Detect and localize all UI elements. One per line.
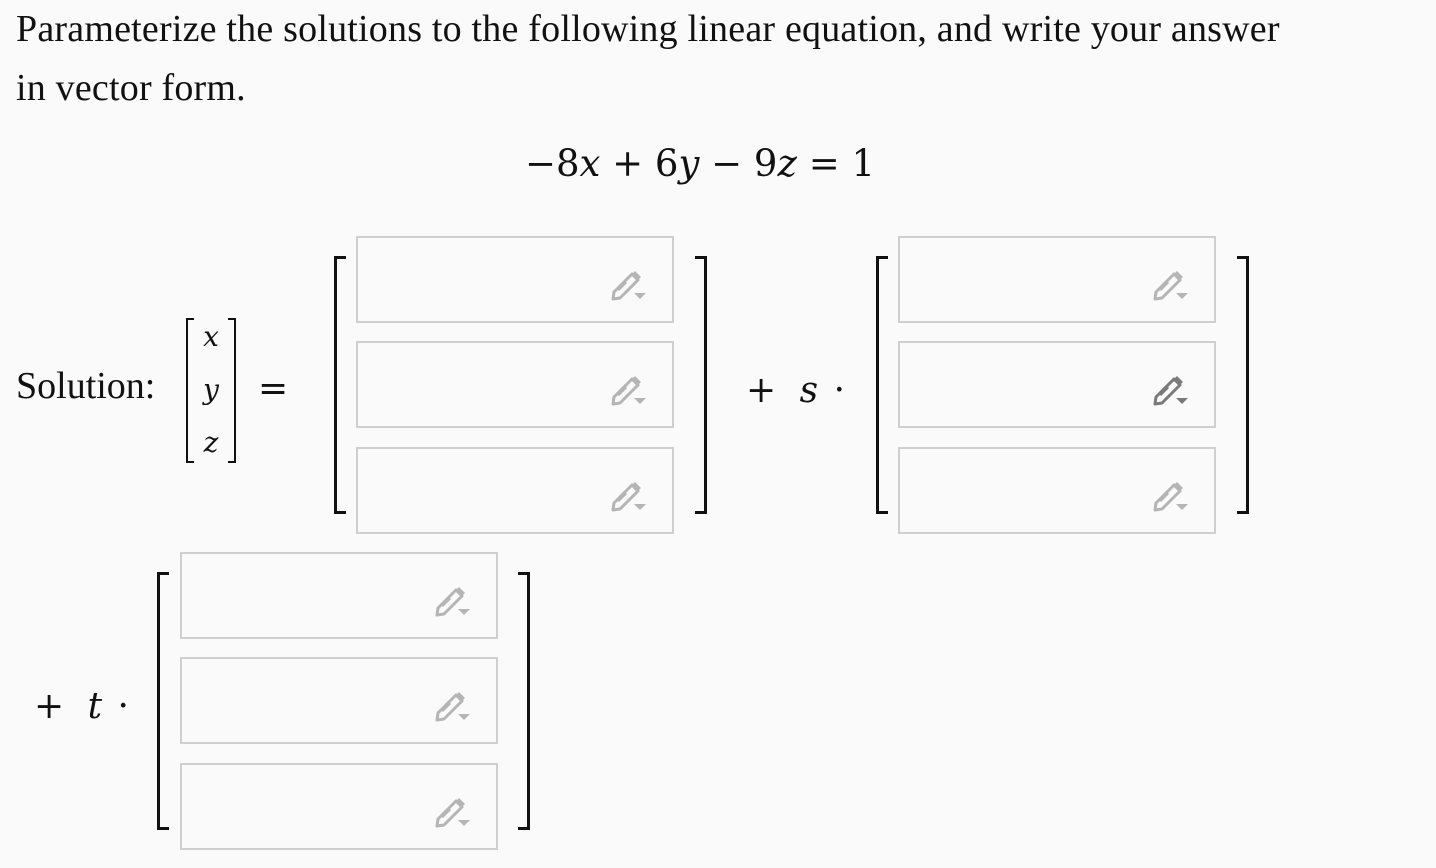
constant-vector-left-bracket <box>334 256 346 514</box>
s-vector-entry-3[interactable] <box>898 447 1216 534</box>
multiply-dot: · <box>833 370 846 411</box>
pencil-dropdown-icon[interactable] <box>610 266 652 302</box>
t-vector-entry-2[interactable] <box>180 657 498 744</box>
constant-vector-right-bracket <box>695 256 707 514</box>
multiply-dot: · <box>117 686 129 727</box>
equation-var-y: y <box>678 142 700 185</box>
prompt-line-2: in vector form. <box>16 67 246 109</box>
variable-y: y <box>203 373 219 406</box>
variable-vector <box>186 318 236 463</box>
plus-sign: + <box>34 686 65 727</box>
plus-s-term <box>746 370 845 411</box>
variable-z: z <box>203 426 219 459</box>
t-vector-entry-3[interactable] <box>180 763 498 850</box>
equation-rhs: = 1 <box>796 142 876 185</box>
s-vector-right-bracket <box>1237 256 1249 514</box>
equation-coef-x: −8 <box>524 142 580 185</box>
linear-equation <box>0 142 1400 185</box>
parameter-s: s <box>799 370 819 411</box>
variable-x: x <box>203 320 219 353</box>
equals-sign: = <box>258 368 289 409</box>
solution-label: Solution: <box>16 365 156 407</box>
pencil-dropdown-icon[interactable] <box>1152 371 1194 407</box>
question-prompt <box>16 0 1416 118</box>
parameter-t: t <box>87 686 103 727</box>
equation-var-z: z <box>777 142 797 185</box>
s-vector-entry-1[interactable] <box>898 236 1216 323</box>
plus-sign: + <box>746 370 777 411</box>
s-vector-entry-2[interactable] <box>898 341 1216 428</box>
t-vector-left-bracket <box>157 572 169 830</box>
constant-vector-entry-1[interactable] <box>356 236 674 323</box>
equation-coef-y: + 6 <box>600 142 679 185</box>
pencil-dropdown-icon[interactable] <box>434 582 476 618</box>
constant-vector-entry-2[interactable] <box>356 341 674 428</box>
pencil-dropdown-icon[interactable] <box>610 477 652 513</box>
t-vector-entry-1[interactable] <box>180 552 498 639</box>
t-vector-right-bracket <box>518 572 530 830</box>
pencil-dropdown-icon[interactable] <box>434 793 476 829</box>
pencil-dropdown-icon[interactable] <box>1152 266 1194 302</box>
s-vector-left-bracket <box>876 256 888 514</box>
plus-t-term <box>34 686 129 727</box>
pencil-dropdown-icon[interactable] <box>610 371 652 407</box>
pencil-dropdown-icon[interactable] <box>1152 477 1194 513</box>
pencil-dropdown-icon[interactable] <box>434 687 476 723</box>
prompt-line-1: Parameterize the solutions to the following linear equation, and write your answer <box>16 8 1280 50</box>
equation-coef-z: − 9 <box>699 142 778 185</box>
equation-var-x: x <box>579 142 601 185</box>
constant-vector-entry-3[interactable] <box>356 447 674 534</box>
